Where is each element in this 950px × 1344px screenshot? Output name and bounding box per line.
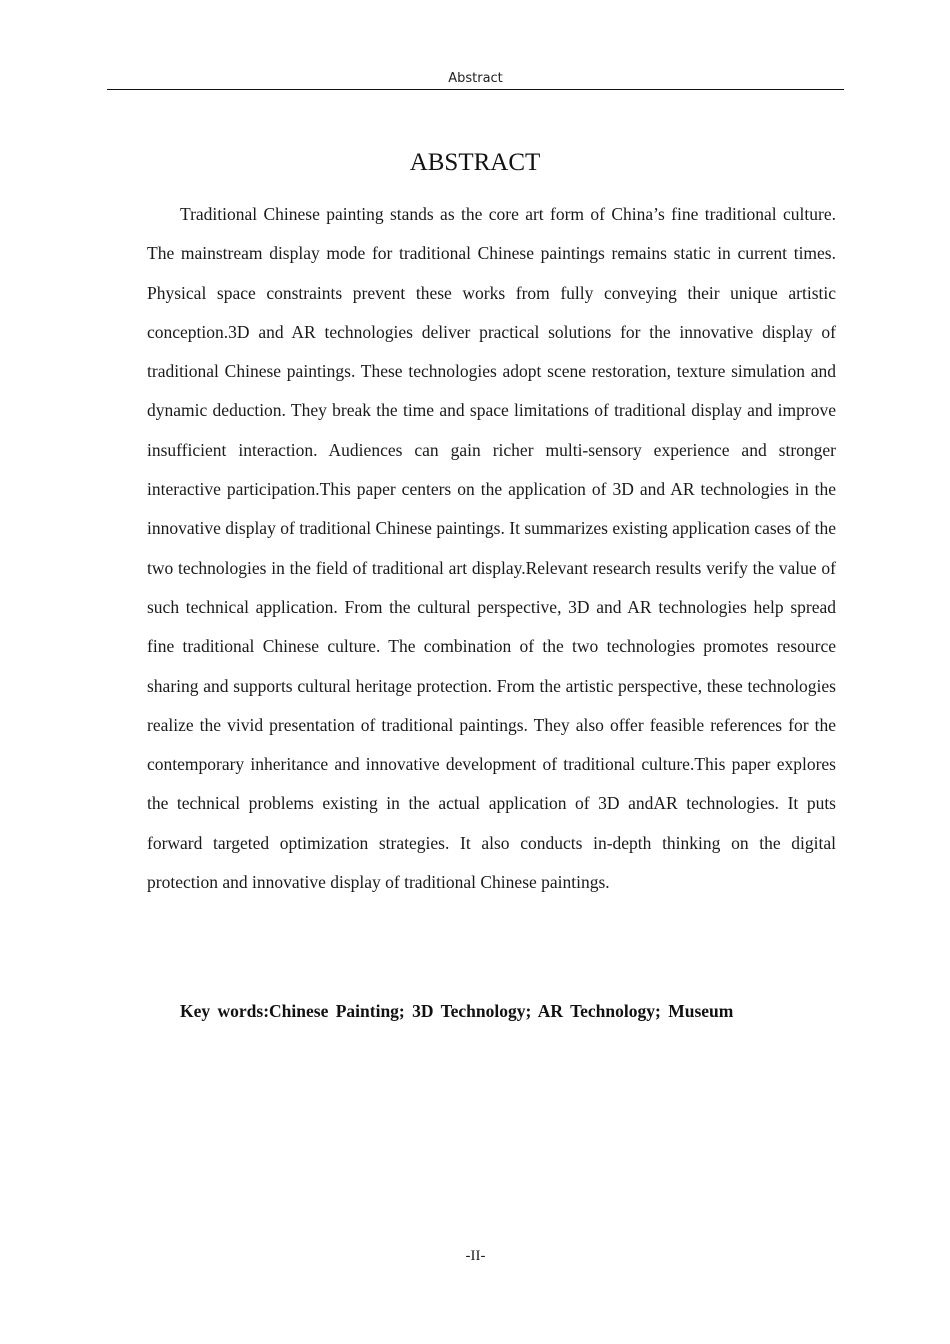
header-divider <box>107 89 844 90</box>
page-number: -II- <box>465 1248 486 1264</box>
abstract-paragraph: Traditional Chinese painting stands as the core art form of China’s fine traditional culture. The mainstream display mode for traditional Chinese paintings remains static in current times. Physical space constraints prevent these works from fully conveying their unique artistic conception.3D and AR technologies deliver practical solutions for the innovative display of traditional Chinese paintings. These technologies adopt scene restoration, texture simulation and dynamic deduction. They break the time and space limitations of traditional display and improve insufficient interaction. Audiences can gain richer multi-sensory experience and stronger interactive participation.This paper centers on the application of 3D and AR technologies in the innovative display of traditional Chinese paintings. It summarizes existing application cases of the two technologies in the field of traditional art display.Relevant research results verify the value of such technical application. From the cultural perspective, 3D and AR technologies help spread fine traditional Chinese culture. The combination of the two technologies promotes resource sharing and supports cultural heritage protection. From the artistic perspective, these technologies realize the vivid presentation of traditional paintings. They also offer feasible references for the contemporary inheritance and innovative development of traditional culture.This paper explores the technical problems existing in the actual application of 3D andAR technologies. It puts forward targeted optimization strategies. It also conducts in-depth thinking on the digital protection and innovative display of traditional Chinese paintings. <box>147 204 836 893</box>
running-header: Abstract <box>448 71 503 86</box>
page-title: ABSTRACT <box>409 149 541 176</box>
keywords-line: Key words:Chinese Painting; 3D Technology; AR Technology; Museum <box>180 1001 734 1021</box>
